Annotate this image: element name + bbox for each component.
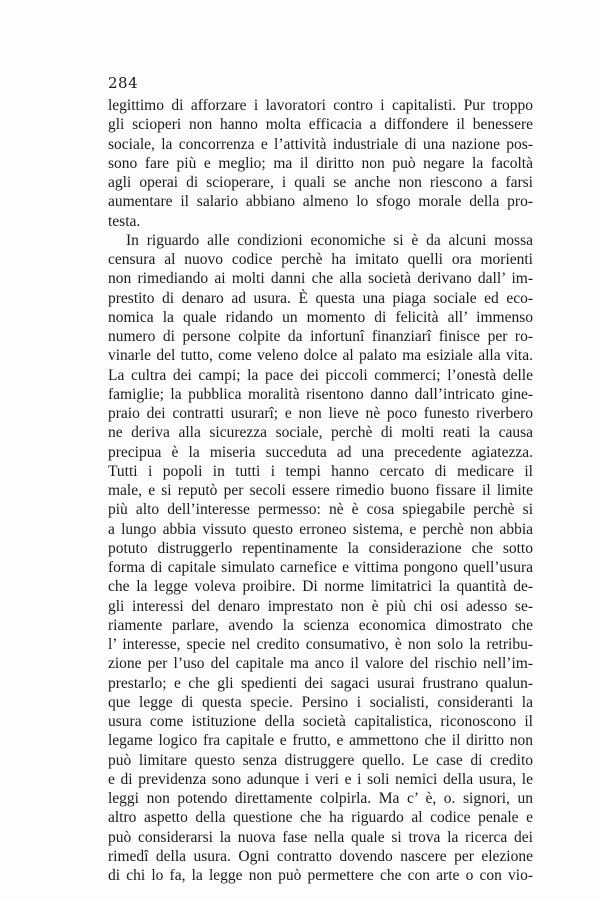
text-line: legame logico fra capitale e frutto, e ammettono che il diritto non	[108, 732, 533, 750]
text-line: prestarlo; e che gli spedienti dei sagaci usurai frustrano qualun-	[108, 674, 533, 692]
text-line: sociale, la concorrenza e l’attività industriale di una nazione pos-	[108, 135, 533, 153]
text-line: agli operai di scioperare, i quali se anche non riescono a farsi	[108, 174, 533, 191]
text-line: nomica la quale ridando un momento di felicità all’ immenso	[108, 308, 533, 326]
text-line: altro aspetto della questione che ha riguardo al codice penale e	[108, 809, 533, 827]
text-line: legittimo di afforzare i lavoratori contro i capitalisti. Pur troppo	[108, 97, 533, 114]
text-line: e di previdenza sono adunque i veri e i soli nemici della usura, le	[108, 770, 533, 788]
text-line: zione per l’uso del capitale ma anco il valore del rischio nell’im-	[108, 655, 533, 673]
page-number: 284	[108, 74, 139, 92]
text-line: sono fare più e meglio; ma il diritto non può negare la facoltà	[108, 154, 533, 172]
text-line: famiglie; la pubblica moralità risentono danno dall’intricato gine-	[108, 385, 533, 403]
text-line: potuto distruggerlo repentinamente la considerazione che sotto	[108, 539, 533, 557]
text-line: praio dei contratti usurarî; e non lieve nè poco funesto riverbero	[108, 405, 533, 422]
text-line: riamente parlare, avendo la scienza economica dimostrato che	[108, 616, 533, 634]
text-line: di chi lo fa, la legge non può permettere che con arte o con vio-	[108, 867, 533, 884]
text-line: censura al nuovo codice perchè ha imitato quelli ora morienti	[108, 251, 533, 268]
text-line: numero di persone colpite da infortunî finanziarî finisce per ro-	[108, 328, 533, 345]
text-line: male, e si reputò per secoli essere rimedio buono fissare il limite	[108, 482, 533, 499]
text-line: vinarle del tutto, come veleno dolce al palato ma esiziale alla vita.	[108, 347, 533, 365]
text-line: precipua è la miseria succeduta ad una precedente agiatezza.	[108, 443, 533, 461]
text-line: leggi non potendo direttamente colpirla. Ma c’ è, o. signori, un	[108, 790, 533, 807]
text-line: aumentare il salario abbiano almeno lo sfogo morale della pro-	[108, 193, 533, 211]
text-line: a lungo abbia vissuto questo erroneo sistema, e perchè non abbia	[108, 520, 533, 538]
text-line: l’ interesse, specie nel credito consumativo, è non solo la retribu-	[108, 636, 533, 653]
text-line: non rimediando ai molti danni che alla società derivano dall’ im-	[108, 270, 533, 288]
text-line: que legge di questa specie. Persino i socialisti, consideranti la	[108, 693, 533, 711]
text-line: può considerarsi la nuova fase nella quale si trova la ricerca dei	[108, 828, 533, 846]
text-line: forma di capitale simulato carnefice e vittima pongono quell’usura	[108, 559, 533, 576]
text-line: La cultra dei campi; la pace dei piccoli commerci; l’onestà delle	[108, 366, 533, 384]
text-line: testa.	[108, 212, 141, 230]
text-line: gli interessi del denaro imprestato non è più chi osi adesso se-	[108, 597, 533, 615]
text-line: Tutti i popoli in tutti i tempi hanno cercato di medicare il	[108, 462, 533, 480]
text-line: gli scioperi non hanno molta efficacia a diffondere il benessere	[108, 116, 533, 134]
body-text	[108, 96, 533, 885]
text-line: ne deriva alla sicurezza sociale, perchè di molti reati la causa	[108, 424, 533, 442]
text-line: più alto dell’interesse permesso: nè è cosa spiegabile perchè si	[108, 501, 533, 519]
text-line: prestito di denaro ad usura. È questa una piaga sociale ed eco-	[108, 289, 533, 307]
text-line: può limitare questo senza distruggere quello. Le case di credito	[108, 751, 533, 769]
text-line: In riguardo alle condizioni economiche si è da alcuni mossa	[126, 231, 533, 249]
text-line: usura come istituzione della società capitalistica, riconoscono il	[108, 713, 533, 730]
text-line: che la legge voleva proibire. Di norme limitatrici la quantità de-	[108, 578, 533, 596]
text-line: rimedî della usura. Ogni contratto dovendo nascere per elezione	[108, 847, 533, 865]
